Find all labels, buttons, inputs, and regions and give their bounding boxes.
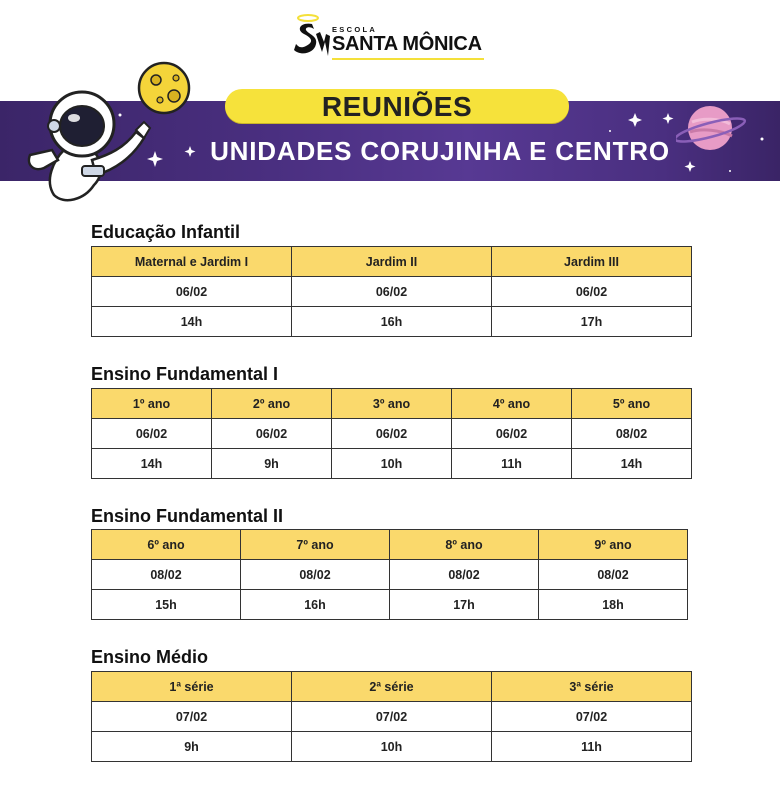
logo-underline (332, 58, 484, 60)
time-cell: 14h (92, 449, 212, 479)
schedule-table-fundamental-2 (91, 529, 688, 620)
header-cell: 3ª série (492, 672, 692, 702)
time-cell: 14h (92, 307, 292, 337)
date-cell: 06/02 (332, 419, 452, 449)
banner-title: REUNIÕES (321, 91, 473, 122)
date-cell: 06/02 (492, 277, 692, 307)
date-cell: 06/02 (92, 277, 292, 307)
logo-small-text: ESCOLA (332, 25, 378, 34)
header-cell: Jardim III (492, 247, 692, 277)
time-cell: 16h (292, 307, 492, 337)
schedule-table-fundamental-1 (91, 388, 692, 479)
date-cell: 07/02 (292, 702, 492, 732)
section-title-fundamental-2: Ensino Fundamental II (91, 506, 284, 526)
date-cell: 08/02 (390, 560, 539, 590)
date-cell: 08/02 (572, 419, 692, 449)
header-cell: 7º ano (241, 530, 390, 560)
time-cell: 10h (332, 449, 452, 479)
section-title-fundamental-1: Ensino Fundamental I (91, 364, 279, 384)
section-title-ensino-medio: Ensino Médio (91, 647, 208, 667)
header-cell: 1ª série (92, 672, 292, 702)
schedule-table-educacao-infantil (91, 246, 692, 337)
header-cell: 8º ano (390, 530, 539, 560)
header-cell: 4º ano (452, 389, 572, 419)
time-cell: 9h (212, 449, 332, 479)
date-cell: 08/02 (241, 560, 390, 590)
schedule-table-ensino-medio (91, 671, 692, 762)
time-cell: 17h (492, 307, 692, 337)
time-cell: 11h (452, 449, 572, 479)
header-cell: 2º ano (212, 389, 332, 419)
time-cell: 10h (292, 732, 492, 762)
astronaut-illustration (24, 60, 194, 210)
date-cell: 07/02 (492, 702, 692, 732)
title-pill (225, 89, 569, 123)
date-cell: 06/02 (452, 419, 572, 449)
school-logo-icon (292, 12, 332, 64)
school-logo (292, 12, 492, 66)
header-cell: Maternal e Jardim I (92, 247, 292, 277)
date-cell: 08/02 (92, 560, 241, 590)
time-cell: 17h (390, 590, 539, 620)
header-cell: 3º ano (332, 389, 452, 419)
logo-school-name: SANTA MÔNICA (332, 33, 482, 55)
date-cell: 06/02 (212, 419, 332, 449)
date-cell: 07/02 (92, 702, 292, 732)
time-cell: 11h (492, 732, 692, 762)
time-cell: 9h (92, 732, 292, 762)
date-cell: 08/02 (539, 560, 688, 590)
header-cell: 9º ano (539, 530, 688, 560)
header-cell: 6º ano (92, 530, 241, 560)
date-cell: 06/02 (292, 277, 492, 307)
time-cell: 15h (92, 590, 241, 620)
header-cell: 1º ano (92, 389, 212, 419)
time-cell: 18h (539, 590, 688, 620)
header-cell: 5º ano (572, 389, 692, 419)
time-cell: 14h (572, 449, 692, 479)
time-cell: 16h (241, 590, 390, 620)
date-cell: 06/02 (92, 419, 212, 449)
banner-subtitle: UNIDADES CORUJINHA E CENTRO (210, 136, 670, 166)
header-cell: Jardim II (292, 247, 492, 277)
header-cell: 2ª série (292, 672, 492, 702)
section-title-educacao-infantil: Educação Infantil (91, 222, 241, 242)
